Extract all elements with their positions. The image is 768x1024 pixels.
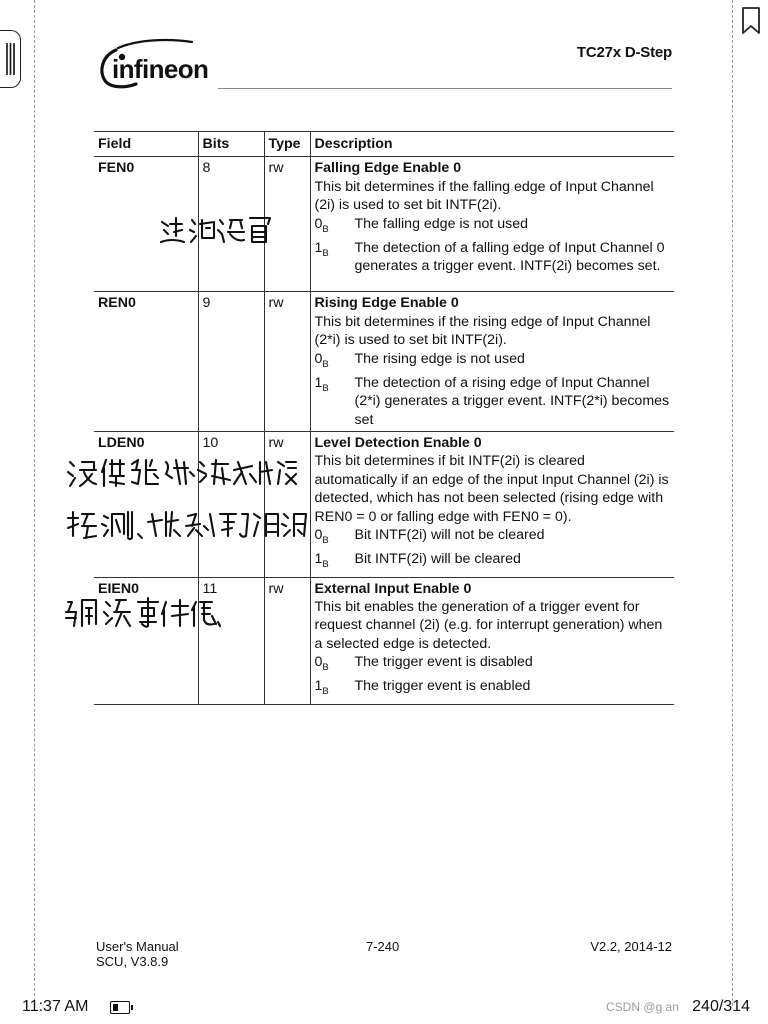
- option-text: Bit INTF(2i) will be cleared: [354, 551, 521, 568]
- field-bits: 9: [198, 292, 264, 432]
- option-text: The trigger event is disabled: [354, 654, 533, 671]
- handwritten-note-level-line2: [64, 506, 308, 542]
- description-title: External Input Enable 0: [314, 580, 472, 597]
- footer-page-number: 7-240: [366, 939, 400, 954]
- option-line: [315, 239, 671, 276]
- handwritten-note-trigger-enable: [62, 594, 222, 632]
- handwritten-note-edge-setting: [158, 212, 274, 248]
- column-header: Bits: [198, 132, 264, 157]
- option-text: The detection of a rising edge of Input Channel (2*i) generates a trigger event. INTF(2*i) becomes set: [354, 374, 670, 428]
- footer-module-version: SCU, V3.8.9: [96, 954, 169, 969]
- table-header-row: [94, 132, 674, 157]
- option-key: 0: [314, 654, 323, 671]
- description-title: Level Detection Enable 0: [314, 435, 482, 452]
- column-header: Type: [264, 132, 310, 157]
- handwritten-note-level-line1: [66, 454, 298, 490]
- field-type: rw: [264, 157, 310, 292]
- description-text: This bit determines if bit INTF(2i) is cleared automatically if an edge of the input Input Channel (2i) is detected, which has not been selected (rising edge with REN0 = 0 or falling edge with FEN0 = 0).: [314, 453, 669, 525]
- option-key: 1: [314, 239, 323, 256]
- field-bits: 10: [198, 432, 264, 578]
- option-text: The rising edge is not used: [354, 350, 525, 367]
- option-key: 1: [314, 374, 323, 391]
- reader-page-counter: 240/314: [692, 998, 750, 1015]
- document-title: TC27x D-Step: [576, 44, 672, 61]
- option-line: [315, 350, 671, 374]
- footer-manual-title: User's Manual: [96, 939, 179, 954]
- description-text: This bit enables the generation of a trigger event for request channel (2i) (e.g. for interrupt generation) when a selected edge is detected.: [314, 598, 663, 652]
- field-description: [310, 577, 674, 704]
- description-title: Falling Edge Enable 0: [314, 160, 462, 177]
- option-key-sub: B: [322, 247, 329, 259]
- option-line: [315, 677, 671, 701]
- description-title: Rising Edge Enable 0: [314, 295, 459, 312]
- option-line: [315, 374, 671, 429]
- option-text: The detection of a falling edge of Input Channel 0 generates a trigger event. INTF(2i) becomes set.: [354, 239, 665, 275]
- bookmark-icon[interactable]: [740, 6, 762, 36]
- side-menu-tab[interactable]: [0, 30, 21, 88]
- footer-manual-info: [96, 939, 179, 969]
- battery-icon: [110, 1001, 130, 1014]
- option-key-sub: B: [322, 382, 329, 394]
- option-key: 1: [314, 551, 323, 568]
- option-key-sub: B: [322, 686, 329, 698]
- field-name: FEN0: [94, 157, 198, 292]
- table-row: [94, 292, 674, 432]
- option-key-sub: B: [322, 223, 329, 235]
- option-key-sub: B: [322, 534, 329, 546]
- field-description: [310, 432, 674, 578]
- option-key: 1: [314, 678, 323, 695]
- csdn-watermark: CSDN @g an: [606, 1000, 679, 1014]
- status-time: 11:37 AM: [22, 998, 89, 1015]
- field-name: LDEN0: [94, 432, 198, 578]
- option-text: The falling edge is not used: [354, 215, 529, 232]
- field-description: [310, 157, 674, 292]
- page-left-dashed-border: [34, 0, 35, 1006]
- header-divider: [218, 88, 672, 89]
- description-text: This bit determines if the rising edge of Input Channel (2*i) is used to set bit INTF(2i).: [314, 313, 651, 349]
- option-line: [315, 526, 671, 550]
- column-header: Description: [310, 132, 674, 157]
- field-name: REN0: [94, 292, 198, 432]
- option-text: The trigger event is enabled: [354, 678, 531, 695]
- option-key-sub: B: [322, 662, 329, 674]
- field-type: rw: [264, 292, 310, 432]
- option-key: 0: [314, 527, 323, 544]
- menu-lines-icon: [4, 39, 16, 79]
- description-text: This bit determines if the falling edge of Input Channel (2i) is used to set bit INTF(2i).: [314, 178, 654, 214]
- field-bits: 11: [198, 577, 264, 704]
- option-line: [315, 653, 671, 677]
- option-key: 0: [314, 350, 323, 367]
- column-header: Field: [94, 132, 198, 157]
- option-line: [315, 550, 671, 574]
- field-type: rw: [264, 432, 310, 578]
- option-text: Bit INTF(2i) will not be cleared: [354, 527, 545, 544]
- option-key: 0: [314, 215, 323, 232]
- field-bits: 8: [198, 157, 264, 292]
- field-name: EIEN0: [94, 577, 198, 704]
- option-key-sub: B: [322, 358, 329, 370]
- footer-doc-version: V2.2, 2014-12: [590, 939, 672, 954]
- infineon-logo: [96, 38, 220, 94]
- logo-text: infineon: [112, 54, 209, 84]
- field-type: rw: [264, 577, 310, 704]
- option-key-sub: B: [322, 559, 329, 571]
- page-right-dashed-border: [732, 0, 733, 1006]
- field-description: [310, 292, 674, 432]
- option-line: [315, 215, 671, 239]
